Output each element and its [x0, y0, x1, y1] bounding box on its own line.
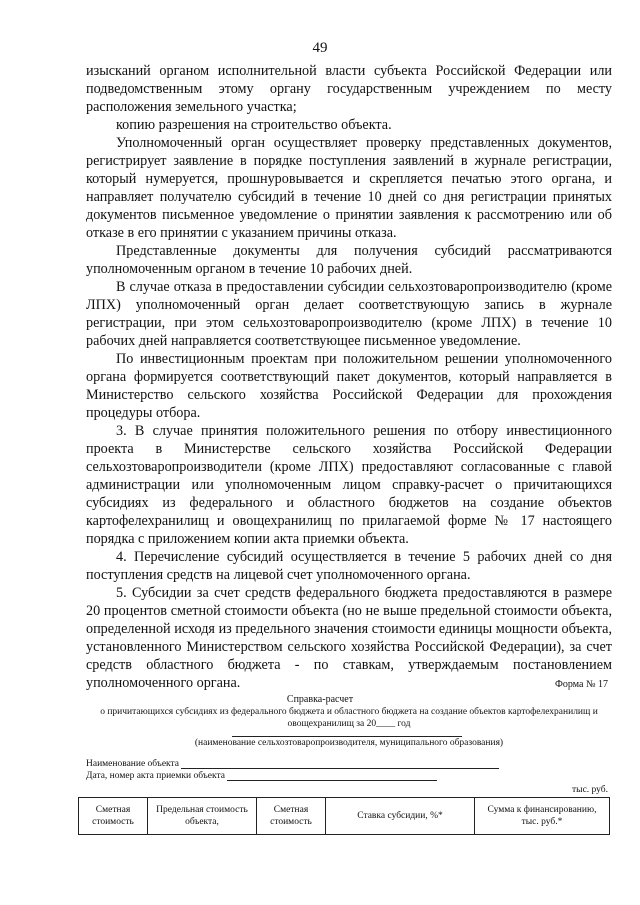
- paragraph-continuation: изысканий органом исполнительной власти субъекта Российской Федерации или подведомственным этому органу государственным учреждением по месту расположения земельного участка;: [86, 63, 612, 115]
- form-title: Справка-расчет: [286, 694, 354, 705]
- column-header: Сметная стоимость: [257, 798, 326, 835]
- applicant-line: [232, 736, 462, 737]
- column-header: Сумма к финансированию, тыс. руб.*: [475, 798, 610, 835]
- document-body: [86, 62, 612, 692]
- act-field: [86, 770, 437, 781]
- unit-label: тыс. руб.: [572, 785, 608, 795]
- paragraph: Представленные документы для получения субсидий рассматриваются уполномоченным органом в течение 10 рабочих дней.: [86, 243, 612, 277]
- paragraph-clause-5: 5. Субсидии за счет средств федерального бюджета предоставляются в размере 20 процентов сметной стоимости объекта (но не выше предельной стоимости объекта, определенной исходя из предельного значения стоимости единицы мощности объекта, установленного Министерством сельского хозяйства Российской Федерации), за счет средств областного бюджета - по ставкам, утверждаемым постановлением уполномоченного органа.: [86, 585, 612, 691]
- paragraph-item: копию разрешения на строительство объекта.: [116, 117, 392, 133]
- form-subtitle: о причитающихся субсидиях из федерального бюджета и областного бюджета на создание объектов картофелехранилищ и овощехранилищ за 20____ год: [100, 707, 598, 729]
- object-name-field: [86, 758, 499, 769]
- form-number: Форма № 17: [555, 679, 608, 690]
- table-header-row: [79, 798, 610, 835]
- page-number: 49: [312, 40, 328, 56]
- form-table: [78, 797, 610, 835]
- column-header: Ставка субсидии, %*: [326, 798, 475, 835]
- column-header: Предельная стоимость объекта,: [148, 798, 257, 835]
- paragraph-clause-3: 3. В случае принятия положительного решения по отбору инвестиционного проекта в Министерстве сельского хозяйства Российской Федерации сельхозтоваропроизводители (кроме ЛПХ) предоставляют согласованные с главой администрации или уполномоченным лицом справку-расчет о причитающихся субсидиях из федерального и областного бюджетов на создание объектов картофелехранилищ и овощехранилищ по прилагаемой форме № 17 настоящего порядка с приложением копии акта приемки объекта.: [86, 423, 612, 547]
- act-label: Дата, номер акта приемки объекта: [86, 771, 225, 781]
- object-name-label: Наименование объекта: [86, 759, 180, 769]
- column-header: Сметная стоимость: [79, 798, 148, 835]
- act-line: [227, 770, 437, 781]
- paragraph: По инвестиционным проектам при положительном решении уполномоченного органа формируется соответствующий пакет документов, который направляется в Министерство сельского хозяйства Российской Федерации для прохождения процедуры отбора.: [86, 351, 612, 421]
- object-name-line: [181, 758, 499, 769]
- paragraph-clause-4: 4. Перечисление субсидий осуществляется в течение 5 рабочих дней со дня поступления средств на лицевой счет уполномоченного органа.: [86, 549, 612, 583]
- paragraph: Уполномоченный орган осуществляет проверку представленных документов, регистрирует заявление в порядке поступления заявлений в журнале регистрации, который нумеруется, прошнуровывается и скрепляется печатью этого органа, и направляет получателю субсидий в течение 10 дней со дня регистрации принятых документов письменное уведомление о принятии заявления к рассмотрению или об отказе в его принятии с указанием причины отказа.: [86, 135, 612, 241]
- applicant-caption: (наименование сельхозтоваропроизводителя, муниципального образования): [194, 738, 504, 748]
- paragraph: В случае отказа в предоставлении субсидии сельхозтоваропроизводителю (кроме ЛПХ) уполномоченный орган делает соответствующую запись в журнале регистрации, при этом сельхозтоваропроизводителю (кроме ЛПХ) в течение 10 рабочих дней направляется соответствующее письменное уведомление.: [86, 279, 612, 349]
